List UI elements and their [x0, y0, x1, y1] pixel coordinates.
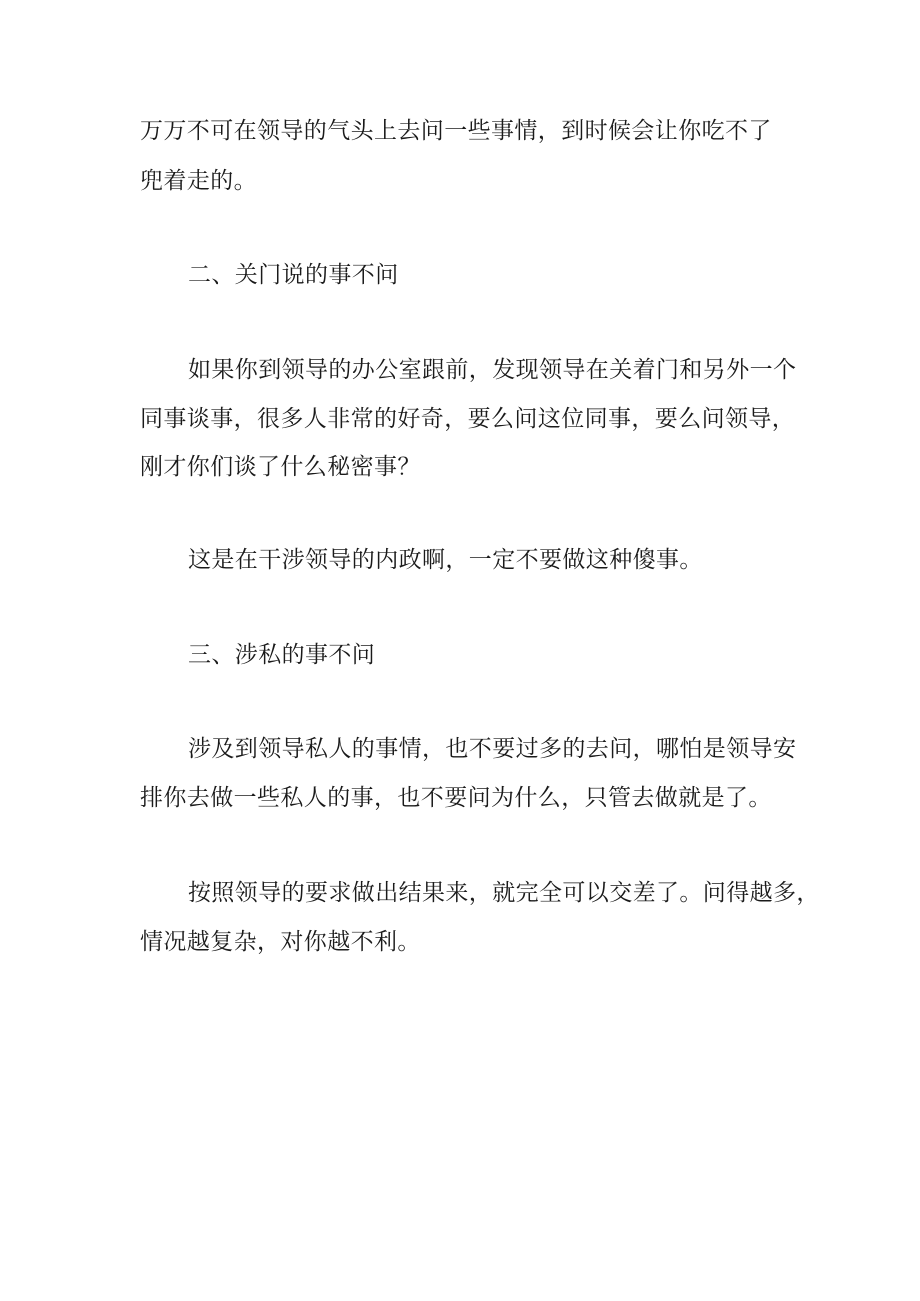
- paragraph-line: 兜着走的。: [140, 168, 257, 194]
- paragraph-line: 如果你到领导的办公室跟前，发现领导在关着门和另外一个: [188, 357, 797, 383]
- paragraph-line: 同事谈事，很多人非常的好奇，要么问这位同事，要么问领导，: [140, 406, 796, 432]
- paragraph-line: 情况越复杂，对你越不利。: [140, 929, 421, 955]
- paragraph-line: 排你去做一些私人的事，也不要问为什么，只管去做就是了。: [140, 785, 772, 811]
- section-heading: 二、关门说的事不问: [188, 262, 399, 288]
- paragraph-line: 涉及到领导私人的事情，也不要过多的去问，哪怕是领导安: [188, 736, 797, 762]
- paragraph-line: 万万不可在领导的气头上去问一些事情，到时候会让你吃不了: [140, 118, 772, 144]
- paragraph-line: 按照领导的要求做出结果来，就完全可以交差了。问得越多，: [188, 880, 820, 906]
- paragraph-line: 这是在干涉领导的内政啊，一定不要做这种傻事。: [188, 547, 703, 573]
- section-heading: 三、涉私的事不问: [188, 642, 376, 668]
- paragraph-line: 刚才你们谈了什么秘密事？: [140, 454, 421, 480]
